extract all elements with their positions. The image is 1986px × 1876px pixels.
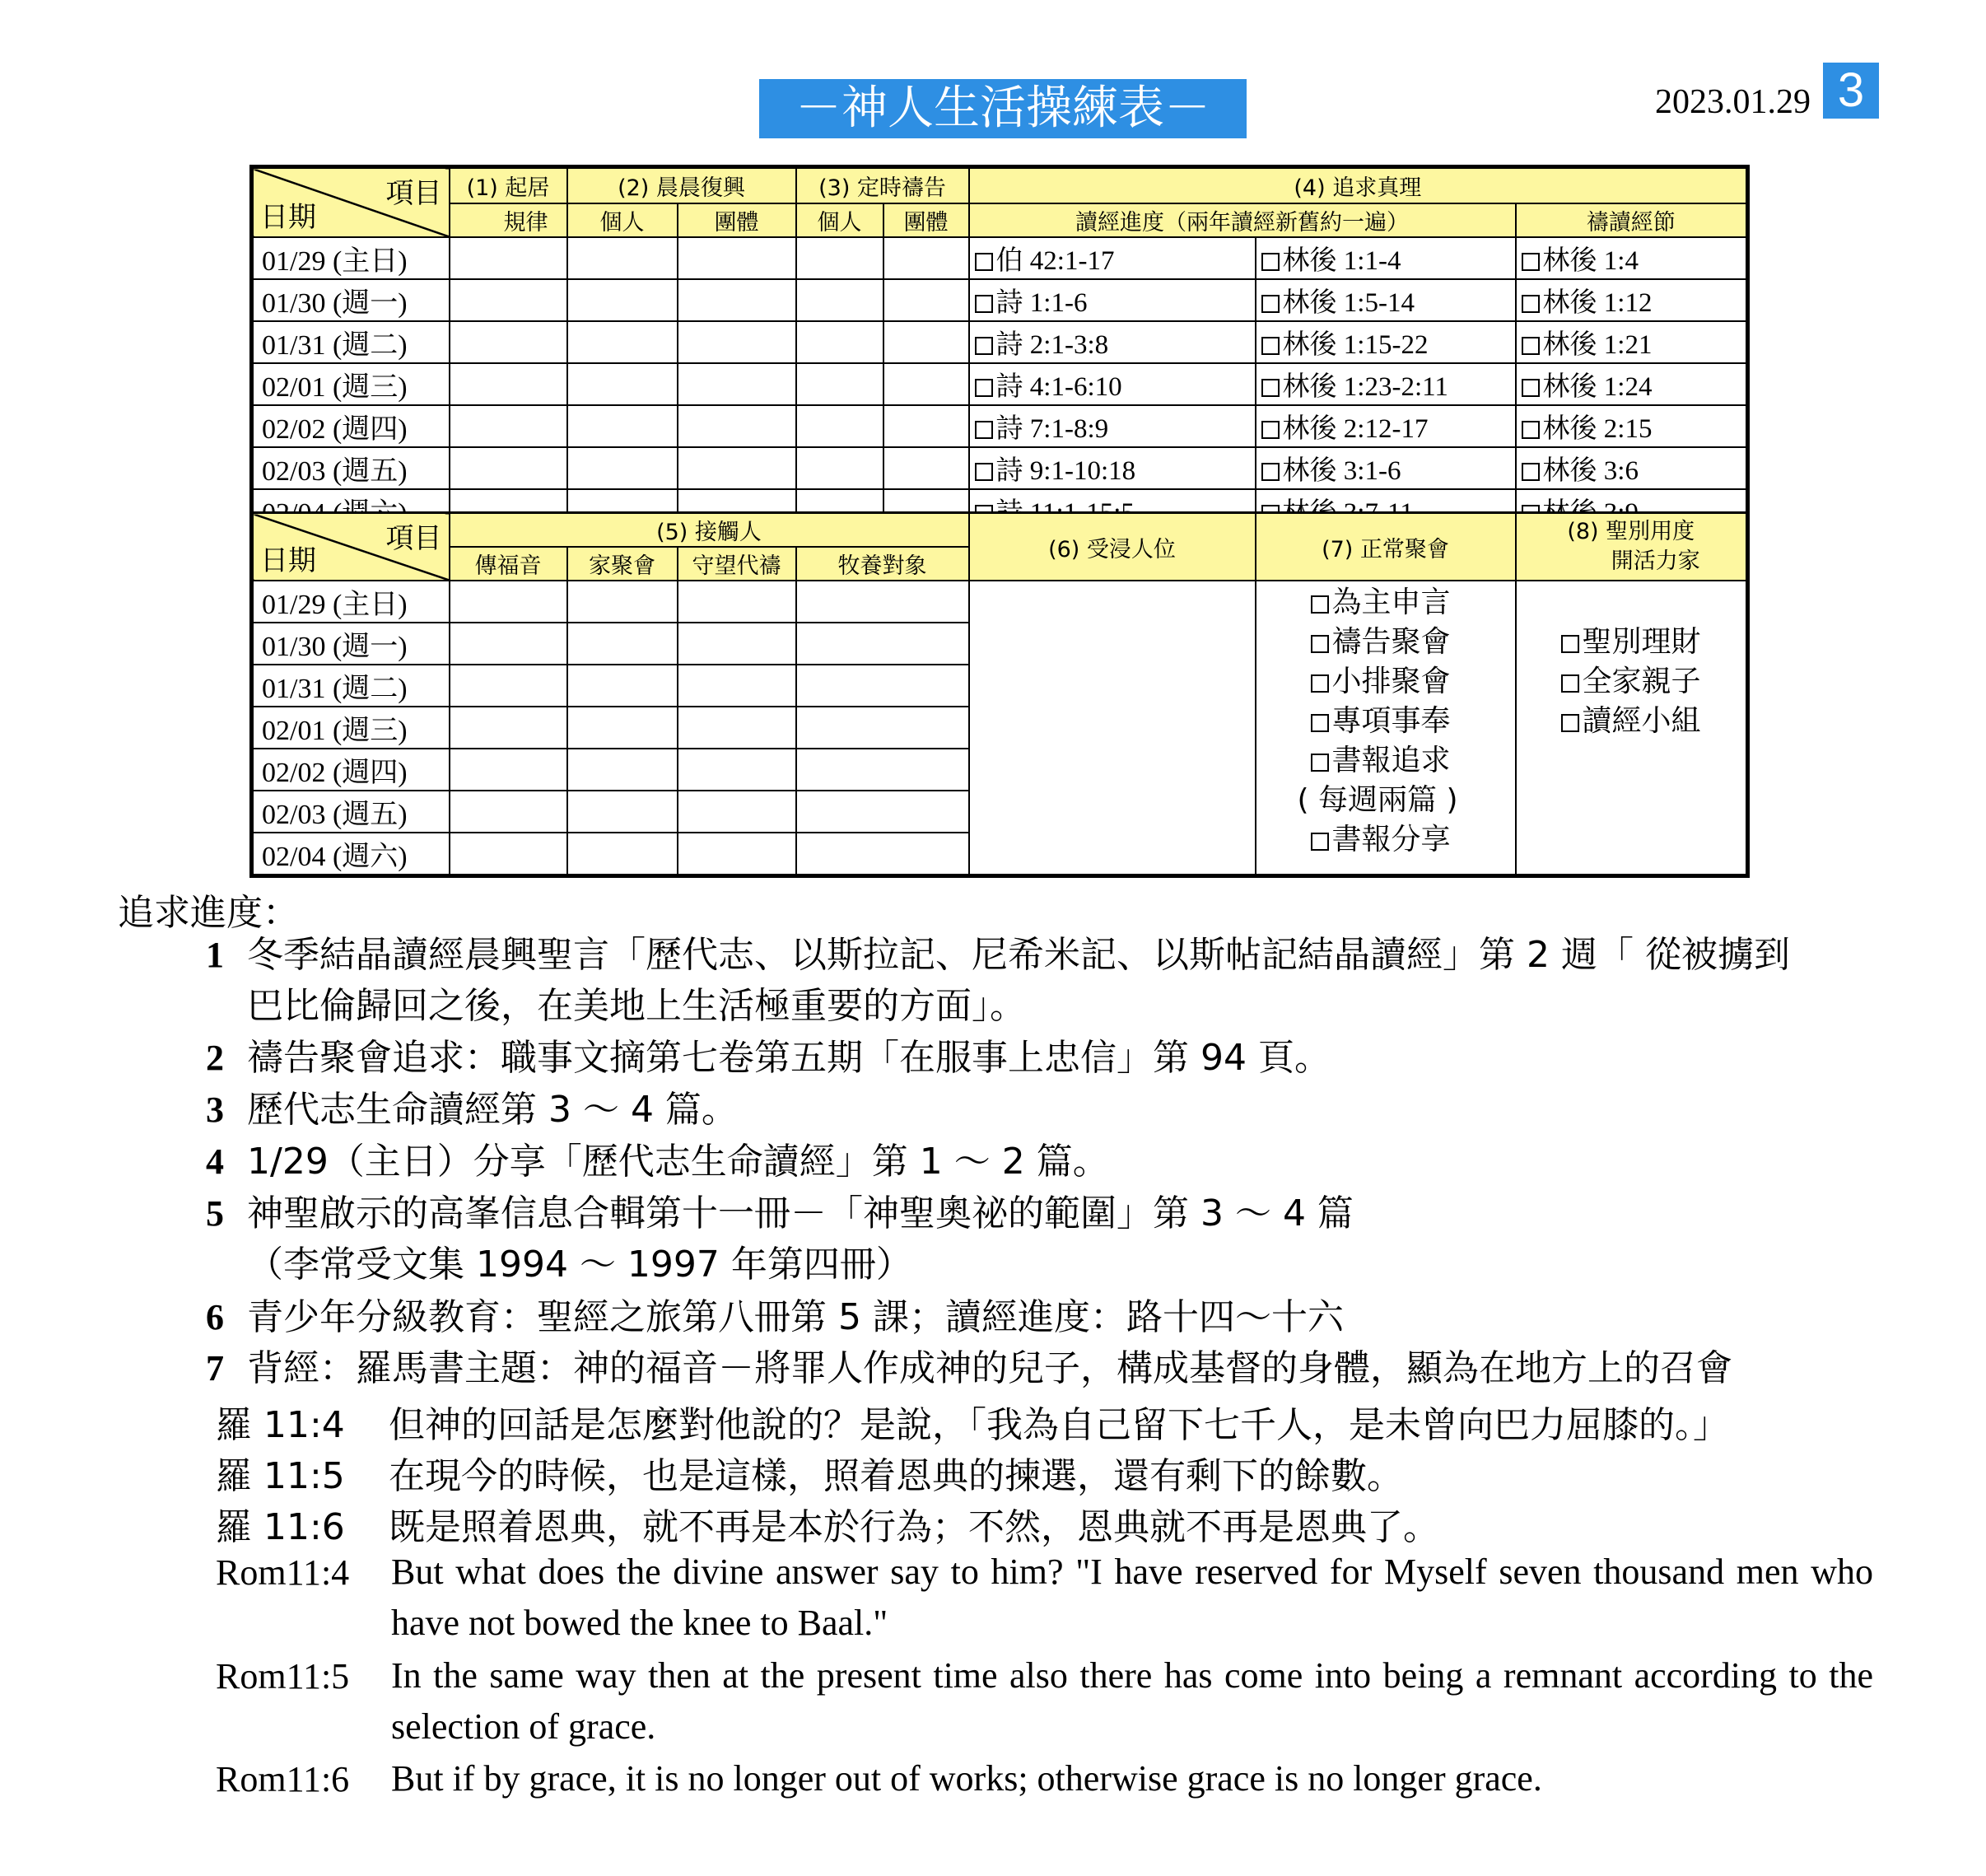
reading-label: 林後 1:4 [1542,245,1639,276]
col-header-morning-revival: (2) 晨晨復興 [567,167,796,203]
check-cell[interactable] [883,405,969,447]
row-date: 01/31 (週二) [252,665,450,707]
reading-label: 伯 42:1-17 [995,245,1115,276]
check-cell[interactable] [567,791,678,833]
verse-ref: Rom11:6 [216,1759,350,1799]
pursuit-item-text: 禱告聚會追求：職事文摘第七卷第五期「在服事上忠信」第 94 頁。 [247,1037,1331,1079]
pursuit-item-number: 5 [206,1193,224,1234]
corner-header [252,167,450,237]
reading-cell[interactable] [1256,363,1516,405]
check-cell[interactable] [450,665,567,707]
reading-cell[interactable] [969,447,1256,489]
reading-cell[interactable] [1256,237,1516,279]
table-row [252,447,1748,489]
check-cell[interactable] [883,447,969,489]
col-header-pursue-truth: (4) 追求真理 [969,167,1748,203]
pursuit-item-number: 6 [206,1297,224,1337]
check-cell[interactable] [450,321,567,363]
reading-cell[interactable] [1256,447,1516,489]
row-date: 02/01 (週三) [252,363,450,405]
reading-label: 詩 1:1-6 [995,287,1088,318]
verse-text: But if by grace, it is no longer out of works; otherwise grace is no longer grace. [391,1758,1542,1799]
check-cell[interactable] [567,237,678,279]
pursuit-item-number: 1 [206,935,224,975]
col-sub-reading-schedule: 讀經進度（兩年讀經新舊約一遍） [969,203,1516,237]
check-cell[interactable] [796,833,969,876]
row-date: 01/31 (週二) [252,321,450,363]
reading-label: 林後 1:21 [1542,329,1653,360]
reading-cell[interactable] [1516,405,1748,447]
checkbox-icon[interactable] [1261,337,1280,355]
table-row [252,581,1748,623]
reading-label: 詩 7:1-8:9 [995,413,1109,444]
consecration-label: 聖別理財 [1582,625,1701,659]
consecration-list [1516,581,1748,876]
table-row [252,237,1748,279]
meeting-label: 書報追求 [1331,744,1451,777]
practice-table-2 [249,511,1750,878]
checkbox-icon[interactable] [1522,253,1540,271]
reading-cell[interactable] [1256,321,1516,363]
consecration-label: 全家親子 [1582,665,1701,698]
check-cell[interactable] [567,363,678,405]
pursuit-item-number: 7 [206,1348,224,1388]
meeting-label: 書報分享 [1331,823,1451,856]
col-sub-pray-read-verse: 禱讀經節 [1516,203,1748,237]
check-cell[interactable] [567,623,678,665]
consecration-item[interactable] [1561,662,1746,702]
reading-label: 林後 1:23-2:11 [1282,371,1448,402]
col-header-consecration-line2: 開活力家 [1611,548,1700,574]
verse-text: In the same way then at the present time also there has come into being a remnant according to the selection of grace. [391,1655,1873,1747]
check-cell[interactable] [796,581,969,623]
table-row [252,405,1748,447]
checkbox-icon[interactable] [1261,421,1280,439]
row-date: 02/01 (週三) [252,707,450,749]
pursuit-item-number: 3 [206,1090,224,1130]
checkbox-icon[interactable] [975,253,993,271]
pursuit-item-text-cont: 巴比倫歸回之後，在美地上生活極重要的方面」。 [247,985,1026,1027]
verse-text: 在現今的時候，也是這樣，照着恩典的揀選，還有剩下的餘數。 [389,1455,1403,1497]
check-cell[interactable] [567,447,678,489]
check-cell[interactable] [796,665,969,707]
check-cell[interactable] [678,623,796,665]
col-sub-watch-pray: 守望代禱 [678,547,796,581]
check-cell[interactable] [450,623,567,665]
verse-text: But what does the divine answer say to him? "I have reserved for Myself seven thousand men who have not bowed the knee to Baal." [391,1552,1873,1643]
checkbox-icon[interactable] [1311,674,1329,693]
check-cell[interactable] [450,707,567,749]
pursuit-item-text: 歷代志生命讀經第 3 ～ 4 篇。 [247,1089,738,1131]
reading-label: 林後 3:1-6 [1282,455,1401,486]
reading-label: 詩 2:1-3:8 [995,329,1109,360]
row-date: 02/02 (週四) [252,749,450,791]
checkbox-icon[interactable] [1522,337,1540,355]
check-cell[interactable] [883,363,969,405]
reading-cell[interactable] [969,279,1256,321]
corner-header [252,513,450,581]
row-date: 02/02 (週四) [252,405,450,447]
meeting-item[interactable] [1311,820,1515,860]
reading-label: 詩 9:1-10:18 [995,455,1136,486]
check-cell[interactable] [567,749,678,791]
page-number-badge: 3 [1823,63,1879,119]
check-cell[interactable] [796,279,883,321]
checkbox-icon[interactable] [975,463,993,481]
row-date: 02/04 (週六) [252,833,450,876]
check-cell[interactable] [678,321,796,363]
check-cell[interactable] [450,581,567,623]
checkbox-icon[interactable] [1261,253,1280,271]
col-sub-group: 團體 [883,203,969,237]
col-header-prayer: (3) 定時禱告 [796,167,969,203]
table-row [252,321,1748,363]
check-cell[interactable] [450,749,567,791]
verse-text: 既是照着恩典，就不再是本於行為；不然，恩典就不再是恩典了。 [389,1506,1439,1548]
checkbox-icon[interactable] [1261,295,1280,313]
check-cell[interactable] [450,791,567,833]
check-cell[interactable] [678,749,796,791]
checkbox-icon[interactable] [1311,754,1329,772]
reading-label: 林後 1:1-4 [1282,245,1401,276]
checkbox-icon[interactable] [1311,595,1329,614]
check-cell[interactable] [796,749,969,791]
col-header-consecration-line1: (8) 聖別用度 [1567,519,1695,544]
meeting-label: 小排聚會 [1331,665,1451,698]
pursuit-item-text: 神聖啟示的高峯信息合輯第十一冊－「神聖奧祕的範圍」第 3 ～ 4 篇 [247,1192,1354,1234]
checkbox-icon[interactable] [1561,635,1579,653]
check-cell[interactable] [883,279,969,321]
reading-cell[interactable] [1516,447,1748,489]
checkbox-icon[interactable] [1561,714,1579,732]
check-cell[interactable] [678,363,796,405]
reading-label: 林後 3:6 [1542,455,1639,486]
reading-cell[interactable] [1516,321,1748,363]
check-cell[interactable] [678,447,796,489]
baptism-cell[interactable] [969,581,1256,876]
check-cell[interactable] [678,665,796,707]
check-cell[interactable] [450,405,567,447]
verse-ref: Rom11:4 [216,1552,350,1593]
row-date: 01/30 (週一) [252,623,450,665]
col-sub-routine: 規律 [450,203,567,237]
col-header-routine: (1) 起居 [450,167,567,203]
col-sub-personal: 個人 [796,203,883,237]
issue-date: 2023.01.29 [1655,83,1811,121]
meeting-item[interactable] [1311,702,1515,741]
check-cell[interactable] [678,707,796,749]
pursuit-item-text: 冬季結晶讀經晨興聖言「歷代志、以斯拉記、尼希米記、以斯帖記結晶讀經」第 2 週「 從被擄到 [247,934,1790,976]
consecration-item[interactable] [1561,623,1746,662]
meeting-label: 專項事奉 [1331,704,1451,738]
page-title: －神人生活操練表－ [759,79,1247,138]
check-cell[interactable] [796,623,969,665]
check-cell[interactable] [567,321,678,363]
check-cell[interactable] [450,237,567,279]
reading-cell[interactable] [1516,237,1748,279]
meetings-list [1256,581,1516,876]
pursuit-item-number: 4 [206,1141,224,1182]
verse-text: 但神的回話是怎麼對他說的？是說，「我為自己留下七千人，是未曾向巴力屈膝的。」 [389,1404,1729,1446]
row-date: 02/03 (週五) [252,447,450,489]
corner-item-label: 項目 [385,177,442,210]
check-cell[interactable] [450,833,567,876]
verse-ref: 羅 11:6 [216,1506,345,1548]
checkbox-icon[interactable] [975,295,993,313]
corner-date-label: 日期 [260,544,316,577]
col-sub-personal: 個人 [567,203,678,237]
consecration-item[interactable] [1561,702,1746,741]
check-cell[interactable] [796,447,883,489]
row-date: 02/03 (週五) [252,791,450,833]
row-date: 01/29 (主日) [252,581,450,623]
checkbox-icon[interactable] [1522,463,1540,481]
verse-ref: Rom11:5 [216,1656,350,1696]
check-cell[interactable] [678,581,796,623]
check-cell[interactable] [796,321,883,363]
reading-label: 林後 2:15 [1542,413,1653,444]
checkbox-icon[interactable] [1261,379,1280,397]
check-cell[interactable] [678,405,796,447]
col-sub-home-meeting: 家聚會 [567,547,678,581]
meeting-item[interactable] [1311,662,1515,702]
check-cell[interactable] [567,665,678,707]
check-cell[interactable] [678,237,796,279]
col-header-normal-meetings: (7) 正常聚會 [1256,513,1516,581]
meeting-label: 禱告聚會 [1331,625,1451,659]
reading-cell[interactable] [969,237,1256,279]
reading-label: 林後 1:24 [1542,371,1653,402]
check-cell[interactable] [567,405,678,447]
col-sub-shepherding: 牧養對象 [796,547,969,581]
reading-label: 林後 1:5-14 [1282,287,1415,318]
pursuit-item-text-cont: （李常受文集 1994 ～ 1997 年第四冊） [247,1244,912,1286]
check-cell[interactable] [883,237,969,279]
col-sub-group: 團體 [678,203,796,237]
col-header-consecration [1516,513,1748,581]
meeting-note: ( 每週兩篇 ) [1297,783,1458,817]
checkbox-icon[interactable] [1561,674,1579,693]
consecration-label: 讀經小組 [1582,704,1701,738]
pursuit-item-text: 1/29（主日）分享「歷代志生命讀經」第 1 ～ 2 篇。 [247,1141,1109,1183]
check-cell[interactable] [450,447,567,489]
corner-item-label: 項目 [385,522,442,555]
check-cell[interactable] [567,833,678,876]
check-cell[interactable] [567,581,678,623]
check-cell[interactable] [796,791,969,833]
check-cell[interactable] [796,363,883,405]
reading-cell[interactable] [1256,405,1516,447]
checkbox-icon[interactable] [1311,635,1329,653]
reading-cell[interactable] [1516,363,1748,405]
pursuit-item-number: 2 [206,1038,224,1078]
checkbox-icon[interactable] [1522,295,1540,313]
check-cell[interactable] [796,707,969,749]
pursuit-item-text: 青少年分級教育：聖經之旅第八冊第 5 課；讀經進度：路十四～十六 [247,1296,1344,1338]
checkbox-icon[interactable] [1522,421,1540,439]
checkbox-icon[interactable] [1522,379,1540,397]
meeting-item[interactable] [1311,583,1515,623]
checkbox-icon[interactable] [975,379,993,397]
check-cell[interactable] [678,279,796,321]
row-date: 01/29 (主日) [252,237,450,279]
table-row [252,279,1748,321]
table-row [252,363,1748,405]
check-cell[interactable] [567,279,678,321]
practice-table-1 [249,165,1750,534]
checkbox-icon[interactable] [975,421,993,439]
reading-label: 林後 1:15-22 [1282,329,1429,360]
col-sub-gospel: 傳福音 [450,547,567,581]
pursuit-item-text: 背經：羅馬書主題：神的福音－將罪人作成神的兒子，構成基督的身體，顯為在地方上的召會 [247,1347,1732,1389]
checkbox-icon[interactable] [975,337,993,355]
meeting-label: 為主申言 [1331,586,1451,619]
checkbox-icon[interactable] [1311,833,1329,851]
reading-cell[interactable] [969,321,1256,363]
check-cell[interactable] [883,321,969,363]
check-cell[interactable] [450,363,567,405]
reading-label: 林後 2:12-17 [1282,413,1429,444]
reading-label: 林後 1:12 [1542,287,1653,318]
reading-cell[interactable] [969,363,1256,405]
reading-cell[interactable] [1516,279,1748,321]
check-cell[interactable] [678,791,796,833]
corner-date-label: 日期 [260,200,316,234]
col-header-baptism: (6) 受浸人位 [969,513,1256,581]
check-cell[interactable] [678,833,796,876]
checkbox-icon[interactable] [1261,463,1280,481]
reading-cell[interactable] [969,405,1256,447]
checkbox-icon[interactable] [1311,714,1329,732]
verse-ref: 羅 11:4 [216,1404,345,1446]
check-cell[interactable] [796,237,883,279]
verse-ref: 羅 11:5 [216,1455,345,1497]
reading-label: 詩 4:1-6:10 [995,371,1122,402]
pursuit-title: 追求進度： [118,892,299,934]
meeting-item[interactable] [1311,741,1515,781]
check-cell[interactable] [796,405,883,447]
row-date: 01/30 (週一) [252,279,450,321]
check-cell[interactable] [567,707,678,749]
meeting-item[interactable] [1311,623,1515,662]
check-cell[interactable] [450,279,567,321]
col-header-contact-people: (5) 接觸人 [450,513,969,548]
reading-cell[interactable] [1256,279,1516,321]
